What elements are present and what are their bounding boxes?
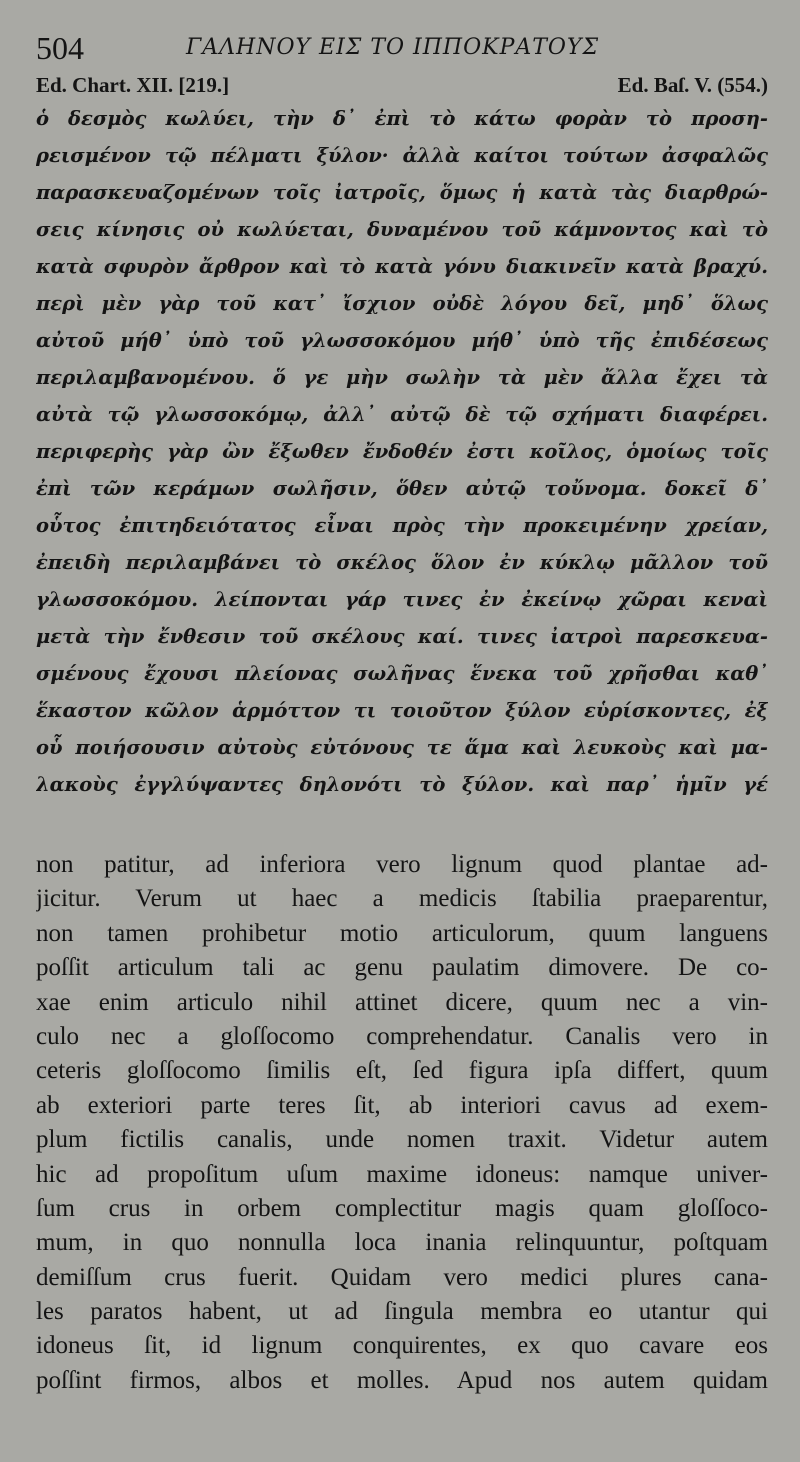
latin-line: poſſint firmos, albos et molles. Apud nos autem quidam	[36, 1366, 768, 1394]
edition-chartier-ref: Ed. Chart. XII. [219.]	[36, 73, 230, 97]
latin-line: idoneus ſit, id lignum conquirentes, ex quo cavare eos	[36, 1332, 768, 1360]
latin-line: mum, in quo nonnulla loca inania relinquuntur, poſtquam	[36, 1229, 768, 1257]
greek-line: σεις κίνησις οὐ κωλύεται, δυναμένου τοῦ κάμνοντος καὶ τὸ	[36, 218, 768, 241]
greek-line: ἐπειδὴ περιλαμβάνει τὸ σκέλος ὅλον ἐν κύκλῳ μᾶλλον τοῦ	[36, 551, 768, 574]
greek-line: γλωσσοκόμου. λείπονται γάρ τινες ἐν ἐκείνῳ χῶραι κεναὶ	[36, 588, 768, 611]
greek-line: περὶ μὲν γὰρ τοῦ κατ᾽ ἴσχιον οὐδὲ λόγου δεῖ, μηδ᾽ ὅλως	[36, 292, 768, 315]
greek-line: αὐτοῦ μήθ᾽ ὑπὸ τοῦ γλωσσοκόμου μήθ᾽ ὑπὸ τῆς ἐπιδέσεως	[36, 329, 768, 352]
page-number: 504	[36, 30, 84, 66]
greek-line: μετὰ τὴν ἔνθεσιν τοῦ σκέλους καί. τινες ἰατροὶ παρεσκευα-	[36, 625, 768, 648]
latin-line: les paratos habent, ut ad ſingula membra eo utantur qui	[36, 1298, 768, 1326]
edition-reference-line	[36, 70, 768, 100]
greek-line: περιλαμβανομένου. ὅ γε μὴν σωλὴν τὰ μὲν ἄλλα ἔχει τὰ	[36, 366, 768, 389]
greek-line: κατὰ σφυρὸν ἄρθρον καὶ τὸ κατὰ γόνυ διακινεῖν κατὰ βραχύ.	[36, 255, 768, 278]
page-header	[36, 30, 768, 66]
latin-line: culo nec a gloſſocomo comprehendatur. Canalis vero in	[36, 1022, 768, 1050]
latin-line: xae enim articulo nihil attinet dicere, quum nec a vin-	[36, 988, 768, 1016]
latin-line: ſum crus in orbem complectitur magis quam gloſſoco-	[36, 1194, 768, 1222]
latin-line: non tamen prohibetur motio articulorum, quum languens	[36, 919, 768, 947]
latin-line: poſſit articulum tali ac genu paulatim dimovere. De co-	[36, 954, 768, 982]
greek-line: οὗ ποιήσουσιν αὐτοὺς εὐτόνους τε ἅμα καὶ λευκοὺς καὶ μα-	[36, 736, 768, 759]
greek-line: ἕκαστον κῶλον ἁρμόττον τι τοιοῦτον ξύλον εὑρίσκοντες, ἐξ	[36, 699, 768, 722]
latin-line: hic ad propoſitum uſum maxime idoneus: namque univer-	[36, 1160, 768, 1188]
running-title: ΓΑΛΗΝΟΥ ΕΙΣ ΤΟ ΙΠΠΟΚΡΑΤΟΥΣ	[186, 35, 600, 60]
latin-text-block	[36, 848, 768, 1398]
greek-line: ἐπὶ τῶν κεράμων σωλῆσιν, ὅθεν αὐτῷ τοὔνομα. δοκεῖ δ᾽	[36, 477, 768, 500]
latin-line: non patitur, ad inferiora vero lignum quod plantae ad-	[36, 851, 768, 878]
greek-line: περιφερὴς γὰρ ὢν ἔξωθεν ἔνδοθέν ἐστι κοῖλος, ὁμοίως τοῖς	[36, 440, 768, 463]
latin-line: plum fictilis canalis, unde nomen traxit. Videtur autem	[36, 1126, 768, 1154]
greek-line: αὐτὰ τῷ γλωσσοκόμῳ, ἀλλ᾽ αὐτῷ δὲ τῷ σχήματι διαφέρει.	[36, 403, 768, 426]
greek-line: οὗτος ἐπιτηδειότατος εἶναι πρὸς τὴν προκειμένην χρείαν,	[36, 514, 768, 537]
greek-line: ὁ δεσμὸς κωλύει, τὴν δ᾽ ἐπὶ τὸ κάτω φορὰν τὸ προση-	[36, 107, 768, 130]
greek-line: λακοὺς ἐγγλύψαντες δηλονότι τὸ ξύλον. καὶ παρ᾽ ἡμῖν γέ	[36, 773, 768, 796]
latin-line: jicitur. Verum ut haec a medicis ſtabilia praeparentur,	[36, 885, 768, 913]
greek-line: παρασκευαζομένων τοῖς ἰατροῖς, ὅμως ἡ κατὰ τὰς διαρθρώ-	[36, 181, 768, 204]
greek-text-block	[36, 100, 768, 803]
greek-line: σμένους ἔχουσι πλείονας σωλῆνας ἕνεκα τοῦ χρῆσθαι καθ᾽	[36, 662, 768, 685]
latin-line: ceteris gloſſocomo ſimilis eſt, ſed figura ipſa differt, quum	[36, 1057, 768, 1085]
edition-basel-ref: Ed. Baſ. V. (554.)	[617, 73, 768, 97]
latin-line: demiſſum crus fuerit. Quidam vero medici plures cana-	[36, 1263, 768, 1291]
latin-line: ab exteriori parte teres ſit, ab interiori cavus ad exem-	[36, 1091, 768, 1119]
greek-line: ρεισμένον τῷ πέλματι ξύλον· ἀλλὰ καίτοι τούτων ἀσφαλῶς	[36, 144, 768, 167]
